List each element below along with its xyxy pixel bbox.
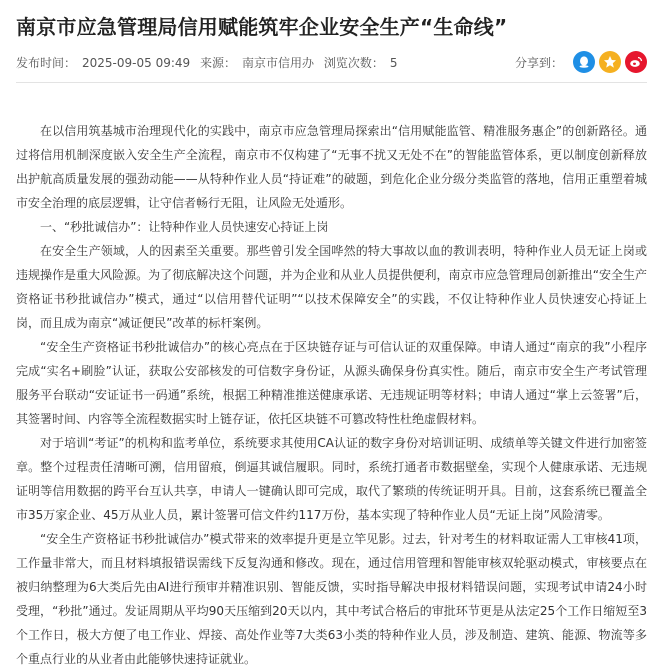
article-meta	[16, 54, 404, 71]
paragraph-intro: 在以信用筑基城市治理现代化的实践中，南京市应急管理局探索出“信用赋能监管、精准服务惠企”的创新路径。通过将信用机制深度嵌入安全生产全流程，南京市不仅构建了“无事不扰又无处不在”的智能监管体系，更以制度创新释放出护航高质量发展的强劲动能——从特种作业人员“持证难”的破题，到危化企业分级分类监管的落地，信用正重塑着城市安全治理的底层逻辑，让守信者畅行无阻，让风险无处遁形。	[16, 124, 647, 210]
source-value: 南京市信用办	[242, 55, 315, 70]
share-bar	[515, 51, 647, 73]
article-title: 南京市应急管理局信用赋能筑牢企业安全生产“生命线”	[16, 15, 508, 39]
article-body	[16, 83, 647, 671]
qzone-icon[interactable]	[599, 51, 621, 73]
weibo-icon[interactable]	[625, 51, 647, 73]
share-label: 分享到：	[514, 55, 563, 70]
article-meta-row	[16, 46, 647, 78]
paragraph: 对于培训“考证”的机构和监考单位，系统要求其使用CA认证的数字身份对培训证明、成绩单等关键文件进行加密签章。整个过程责任清晰可溯，信用留痕，倒逼其诚信履职。同时，系统打通者市数据壁垒，实现个人健康承诺、无违规证明等信用数据的跨平台互认共享，申请人一键确认即可完成，取代了繁琐的传统证明开具。目前，这套系统已覆盖全市35万家企业、45万从业人员，累计签署可信文件约117万份，基本实现了特种作业人员“无证上岗”风险清零。	[16, 436, 647, 522]
source-label: 来源：	[199, 55, 236, 70]
publish-label: 发布时间：	[16, 55, 77, 70]
paragraph: 在安全生产领域，人的因素至关重要。那些曾引发全国哗然的特大事故以血的教训表明，特种作业人员无证上岗或违规操作是重大风险源。为了彻底解决这个问题，并为企业和从业人员提供便利，南京市应急管理局创新推出“安全生产资格证书秒批诚信办”模式，通过“以信用替代证明”“以技术保障安全”的实践，不仅让特种作业人员快速安心持证上岗，而且成为南京“减证便民”改革的标杆案例。	[16, 244, 647, 330]
section-heading: 一、“秒批诚信办”：让特种作业人员快速安心持证上岗	[40, 220, 329, 234]
views-count: 5	[389, 55, 398, 70]
views-label: 浏览次数：	[323, 55, 384, 70]
paragraph: “安全生产资格证书秒批诚信办”模式带来的效率提升更是立竿见影。过去，针对考生的材料取证需人工审核41项，工作量非常大，而且材料填报错误需线下反复沟通和修改。现在，通过信用管理和智能审核双轮驱动模式，审核要点在被归纳整理为6大类后先由AI进行预审并精准识别、智能反馈，实时指导解决申报材料错误问题，实现考试申请24小时受理，“秒批”通过。发证周期从平均90天压缩到20天以内，其中考试合格后的审批环节更是从法定25个工作日缩短至3个工作日，极大方便了电工作业、焊接、高处作业等7大类63小类的特种作业人员，涉及制造、建筑、能源、物流等多个重点行业的从业者由此能够快速持证就业。	[16, 532, 647, 666]
paragraph: “安全生产资格证书秒批诚信办”的核心亮点在于区块链存证与可信认证的双重保障。申请人通过“南京的我”小程序完成“实名+刷脸”认证，获取公安部核发的可信数字身份证，从源头确保身份真实性。随后，南京市安全生产考试管理服务平台联动“安证证书一码通”系统，根据工种精准推送健康承诺、无违规证明等材料；申请人通过“掌上云签署”后，其签署时间、内容等全流程数据实时上链存证，依托区块链不可篡改特性杜绝虚假材料。	[16, 340, 647, 426]
qq-icon[interactable]	[573, 51, 595, 73]
publish-time: 2025-09-05 09:49	[82, 55, 191, 70]
